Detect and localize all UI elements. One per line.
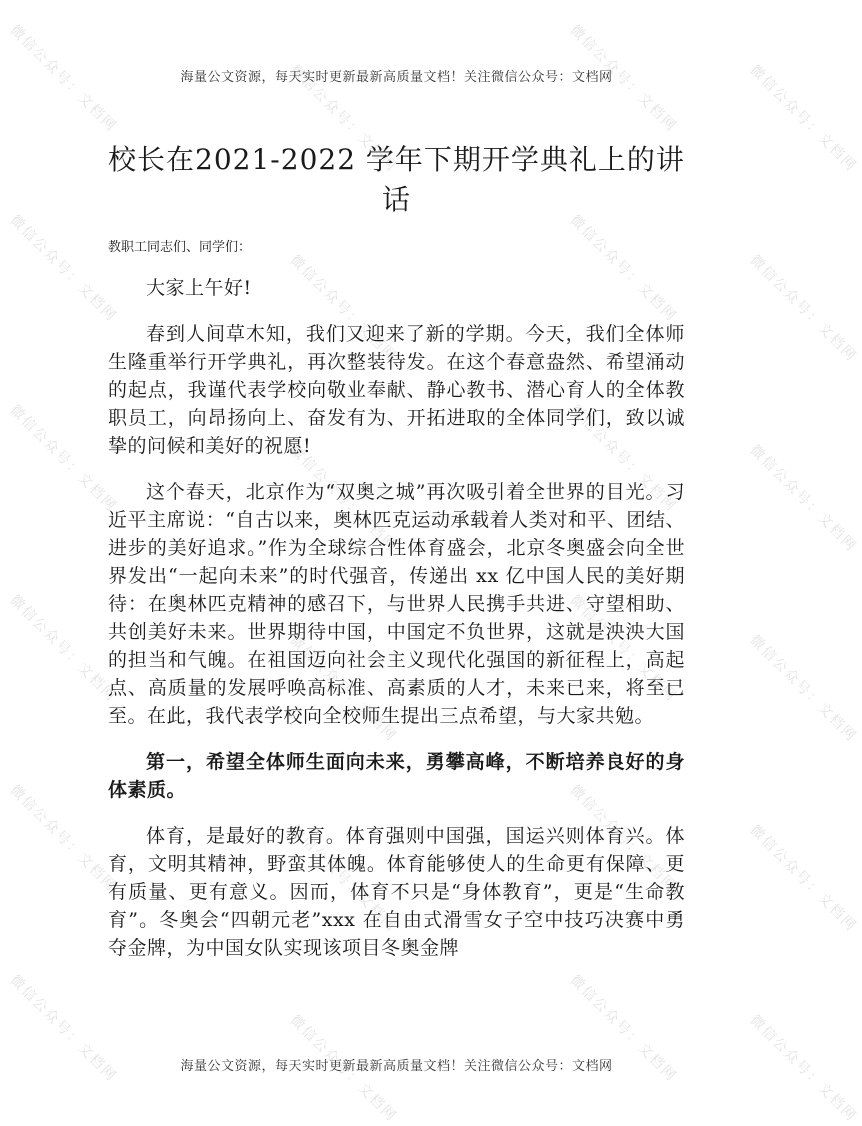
watermark-text: 微信公众号：文档网	[286, 62, 400, 176]
watermark-text: 微信公众号：文档网	[566, 972, 680, 1086]
paragraph-sports: 体育，是最好的教育。体育强则中国强，国运兴则体育兴。体育，文明其精神，野蛮其体魄。体育能够使人的生命更有保障、更有质量、更有意义。因而，体育不只是“身体教育”，更是“生命教育”。冬奥会“四朝元老”xxx 在自由式滑雪女子空中技巧决赛中勇夺金牌，为中国女队实现该项目冬奥金牌	[108, 825, 685, 959]
page-footer: 海量公文资源，每天实时更新最新高质量文档！关注微信公众号：文档网	[180, 1059, 613, 1074]
watermark-text: 微信公众号：文档网	[286, 632, 400, 746]
watermark-text: 微信公众号：文档网	[566, 212, 680, 326]
salutation: 教职工同志们、同学们：	[108, 240, 252, 255]
watermark-text: 微信公众号：文档网	[746, 822, 860, 936]
watermark-text: 微信公众号：文档网	[6, 592, 120, 706]
watermark-text: 微信公众号：文档网	[286, 442, 400, 556]
document-body	[108, 274, 685, 980]
section-heading-first: 第一，希望全体师生面向未来，勇攀高峰，不断培养良好的身体素质。	[108, 751, 685, 801]
page-header: 海量公文资源，每天实时更新最新高质量文档！关注微信公众号：文档网	[180, 70, 613, 85]
watermark-text: 微信公众号：文档网	[746, 1012, 860, 1126]
watermark-text: 微信公众号：文档网	[746, 442, 860, 556]
document-title: 校长在2021-2022 学年下期开学典礼上的讲话	[108, 143, 685, 216]
watermark-text: 微信公众号：文档网	[566, 782, 680, 896]
watermark-text: 微信公众号：文档网	[6, 402, 120, 516]
watermark-text: 微信公众号：文档网	[746, 62, 860, 176]
watermark-text: 微信公众号：文档网	[566, 592, 680, 706]
watermark-text: 微信公众号：文档网	[746, 632, 860, 746]
watermark-text: 微信公众号：文档网	[286, 252, 400, 366]
watermark-text: 微信公众号：文档网	[6, 972, 120, 1086]
paragraph-greeting: 大家上午好!	[146, 277, 252, 299]
watermark-text: 微信公众号：文档网	[286, 822, 400, 936]
paragraph-intro: 春到人间草木知，我们又迎来了新的学期。今天，我们全体师生隆重举行开学典礼，再次整装待发。在这个春意盎然、希望涌动的起点，我谨代表学校向敬业奉献、静心教书、潜心育人的全体教职员工，向昂扬向上、奋发有为、开拓进取的全体同学们，致以诚挚的问候和美好的祝愿!	[108, 323, 685, 457]
watermark-text: 微信公众号：文档网	[566, 402, 680, 516]
watermark-text: 微信公众号：文档网	[286, 1012, 400, 1126]
watermark-text: 微信公众号：文档网	[6, 22, 120, 136]
watermark-text: 微信公众号：文档网	[566, 22, 680, 136]
watermark-text: 微信公众号：文档网	[6, 782, 120, 896]
watermark-text: 微信公众号：文档网	[746, 252, 860, 366]
watermark-text: 微信公众号：文档网	[6, 212, 120, 326]
paragraph-olympics: 这个春天，北京作为“双奥之城”再次吸引着全世界的目光。习近平主席说：“自古以来，奥林匹克运动承载着人类对和平、团结、进步的美好追求。”作为全球综合性体育盛会，北京冬奥盛会向全世界发出“一起向未来”的时代强音，传递出 xx 亿中国人民的美好期待：在奥林匹克精神的感召下，与世界人民携手共进、守望相助、共创美好未来。世界期待中国，中国定不负世界，这就是泱泱大国的担当和气魄。在祖国迈向社会主义现代化强国的新征程上，高起点、高质量的发展呼唤高标准、高素质的人才，未来已来，将至已至。在此，我代表学校向全校师生提出三点希望，与大家共勉。	[108, 481, 685, 727]
